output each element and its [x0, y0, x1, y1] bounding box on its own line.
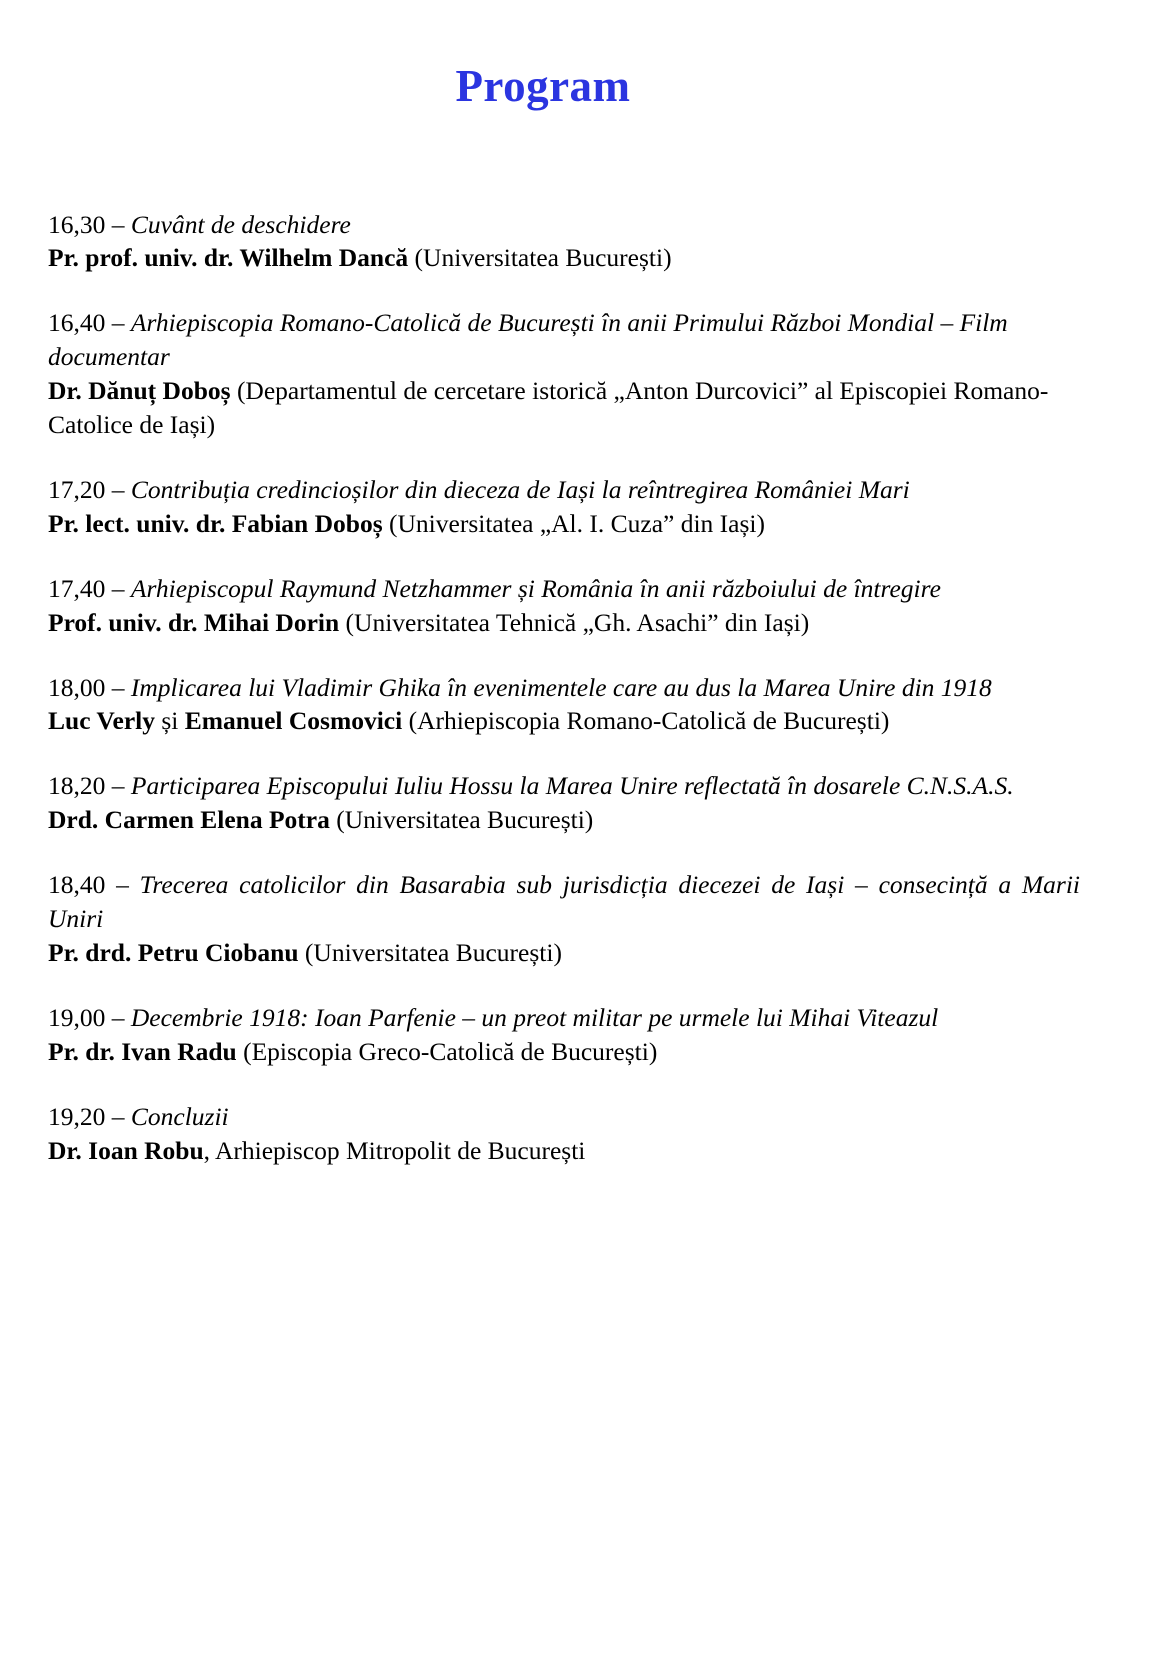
- entry-dash: –: [111, 474, 125, 504]
- speaker-affiliation: (Universitatea București): [408, 243, 672, 273]
- entry-speaker-line: [48, 803, 1080, 837]
- entry-title: Implicarea lui Vladimir Ghika în evenimentele care au dus la Marea Unire din 1918: [130, 672, 992, 702]
- entry-dash: –: [111, 771, 125, 801]
- entry-dash: –: [111, 209, 125, 239]
- speaker-conjunction: și: [154, 706, 185, 736]
- entry-speaker-line: [48, 936, 1080, 970]
- entry-title-line: [48, 1100, 1080, 1134]
- speaker-affiliation: (Arhiepiscopia Romano-Catolică de București): [402, 706, 890, 736]
- entry-title: Decembrie 1918: Ioan Parfenie – un preot militar pe urmele lui Mihai Viteazul: [130, 1002, 939, 1032]
- entry-speaker-line: [48, 1035, 1080, 1069]
- entry-title: Trecerea catolicilor din Basarabia sub jurisdicția diecezei de Iași – consecință a Marii Uniri: [48, 870, 1080, 934]
- speaker-affiliation: (Universitatea Tehnică „Gh. Asachi” din Iași): [339, 607, 810, 637]
- entry-time: 16,40: [48, 308, 106, 338]
- speaker-name: Dr. Dănuț Doboș: [48, 376, 231, 406]
- speaker-name: Pr. drd. Petru Ciobanu: [48, 938, 299, 967]
- speaker-name: Dr. Ioan Robu: [48, 1135, 204, 1165]
- entry-title-line: [48, 1001, 1080, 1035]
- entry-title: Cuvânt de deschidere: [130, 209, 351, 239]
- entry-title-line: [48, 868, 1080, 936]
- entry-time: 18,00: [48, 672, 106, 702]
- program-entry: [48, 208, 1080, 276]
- entry-speaker-line: [48, 374, 1080, 442]
- program-entry: [48, 306, 1080, 442]
- entry-dash: –: [111, 308, 125, 338]
- entry-time: 18,40: [48, 870, 106, 900]
- speaker-affiliation: , Arhiepiscop Mitropolit de București: [203, 1135, 586, 1165]
- entry-title-line: [48, 306, 1080, 374]
- entry-dash: –: [111, 672, 125, 702]
- entry-speaker-line: [48, 606, 1080, 640]
- entry-title-line: [48, 473, 1080, 507]
- speaker-name: Pr. lect. univ. dr. Fabian Doboș: [48, 508, 383, 538]
- entry-title: Contribuția credincioșilor din dieceza de Iași la reîntregirea României Mari: [130, 474, 910, 504]
- speaker-affiliation: (Universitatea „Al. I. Cuza” din Iași): [382, 508, 765, 538]
- entry-title: Arhiepiscopia Romano-Catolică de București în anii Primului Război Mondial – Film documentar: [48, 308, 1008, 372]
- entry-time: 17,40: [48, 573, 106, 603]
- entry-title-line: [48, 572, 1080, 606]
- speaker-name: Pr. prof. univ. dr. Wilhelm Dancă: [48, 243, 409, 273]
- entry-speaker-line: [48, 241, 1080, 275]
- speaker-affiliation: (Universitatea București): [298, 938, 562, 967]
- program-schedule-list: [48, 208, 1080, 1168]
- entry-time: 18,20: [48, 771, 106, 801]
- speaker-affiliation: (Universitatea București): [329, 805, 594, 835]
- speaker-name: Pr. dr. Ivan Radu: [48, 1036, 237, 1066]
- program-entry: [48, 473, 1080, 541]
- entry-time: 16,30: [48, 209, 106, 239]
- entry-speaker-line: [48, 704, 1080, 738]
- program-entry: [48, 572, 1080, 640]
- entry-dash: –: [111, 1101, 125, 1131]
- entry-title: Concluzii: [130, 1101, 229, 1131]
- entry-time: 19,00: [48, 1002, 106, 1032]
- speaker-affiliation: (Departamentul de cercetare istorică „Anton Durcovici” al Episcopiei Romano-Catolice de Iași): [48, 376, 1049, 440]
- speaker-affiliation: (Episcopia Greco-Catolică de București): [236, 1036, 658, 1066]
- entry-time: 17,20: [48, 474, 106, 504]
- page-title: Program: [455, 61, 631, 111]
- speaker-name: Prof. univ. dr. Mihai Dorin: [48, 607, 340, 637]
- program-entry: [48, 1001, 1080, 1069]
- entry-dash: –: [116, 870, 129, 900]
- program-entry: [48, 1100, 1080, 1168]
- entry-speaker-line: [48, 1134, 1080, 1168]
- entry-speaker-line: [48, 507, 1080, 541]
- program-entry: [48, 671, 1080, 739]
- entry-dash: –: [111, 1002, 125, 1032]
- entry-title-line: [48, 208, 1080, 242]
- entry-title-line: [48, 769, 1080, 803]
- speaker-name: Drd. Carmen Elena Potra: [48, 805, 330, 835]
- entry-time: 19,20: [48, 1101, 106, 1131]
- speaker-name-secondary: Emanuel Cosmovici: [184, 706, 403, 736]
- program-entry: [48, 868, 1080, 970]
- entry-title: Participarea Episcopului Iuliu Hossu la Marea Unire reflectată în dosarele C.N.S.A.S.: [130, 771, 1014, 801]
- program-entry: [48, 769, 1080, 837]
- entry-dash: –: [111, 573, 125, 603]
- entry-title-line: [48, 671, 1080, 705]
- entry-title: Arhiepiscopul Raymund Netzhammer și România în anii războiului de întregire: [130, 573, 941, 603]
- speaker-name: Luc Verly: [48, 706, 155, 736]
